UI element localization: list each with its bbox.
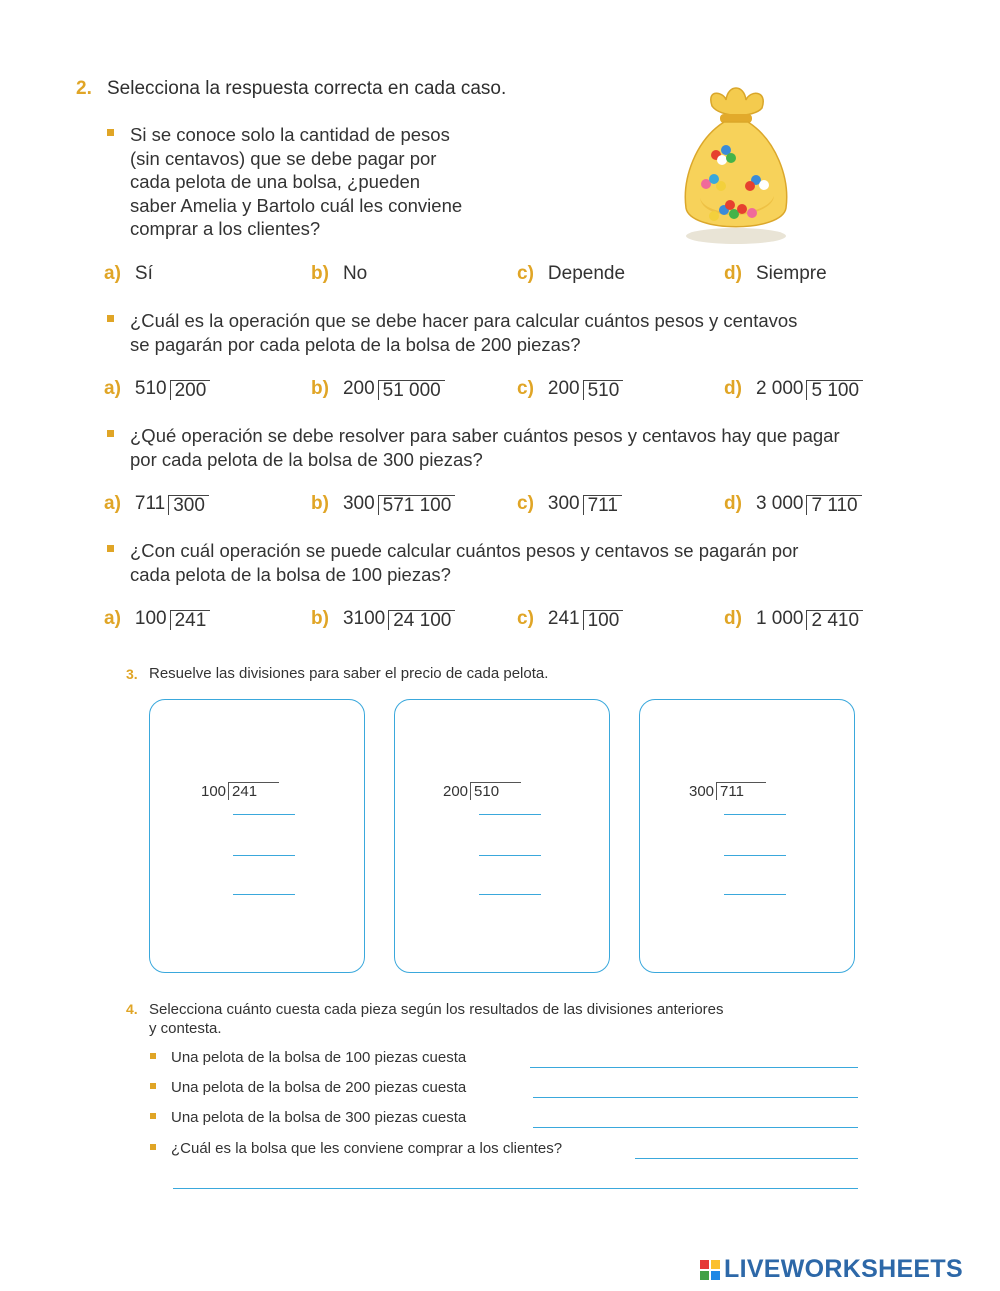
item-4-text: ¿Cuál es la bolsa que les conviene comprar a los clientes? [171, 1140, 563, 1157]
q1-option-b[interactable]: b) No [311, 263, 368, 284]
answer-line[interactable] [724, 855, 786, 856]
answer-field-100[interactable] [530, 1067, 858, 1068]
answer-field-300[interactable] [533, 1127, 858, 1128]
question-3-text: ¿Qué operación se debe resolver para saber cuántos pesos y centavos hay que pagar por cada pelota de la bolsa de 300 piezas? [130, 425, 840, 470]
answer-line[interactable] [724, 894, 786, 895]
division-box-200 [394, 699, 610, 973]
item-2-text: Una pelota de la bolsa de 200 piezas cuesta [171, 1079, 467, 1096]
q2-option-a[interactable]: a) 510 200 [104, 378, 210, 400]
logo-tiles [700, 1260, 720, 1280]
division-expression: 1 000 2 410 [756, 608, 863, 630]
answer-line[interactable] [479, 855, 541, 856]
division-expression: 200 510 [443, 782, 521, 800]
division-expression: 300 711 [548, 493, 622, 515]
answer-field-200[interactable] [533, 1097, 858, 1098]
answer-line[interactable] [724, 814, 786, 815]
section-3-title: Resuelve las divisiones para saber el precio de cada pelota. [149, 665, 549, 682]
division-expression: 2 000 5 100 [756, 378, 863, 400]
division-expression: 100 241 [201, 782, 279, 800]
q4-option-c[interactable]: c) 241 100 [517, 608, 623, 630]
question-2-bullet [107, 315, 114, 322]
answer-line[interactable] [233, 814, 295, 815]
section-2-number: 2. [76, 78, 92, 99]
answer-line[interactable] [233, 894, 295, 895]
liveworksheets-logo [700, 1255, 963, 1284]
division-expression: 100 241 [135, 608, 210, 630]
division-expression: 241 100 [548, 608, 623, 630]
section-4-title: Selecciona cuánto cuesta cada pieza según los resultados de las divisiones anteriores y contesta. [149, 1001, 724, 1037]
section-4-number: 4. [126, 1001, 138, 1017]
question-4-text: ¿Con cuál operación se puede calcular cuántos pesos y centavos se pagarán por cada pelota de la bolsa de 100 piezas? [130, 540, 799, 585]
division-expression: 711 300 [135, 493, 209, 515]
q3-option-b[interactable]: b) 300 571 100 [311, 493, 455, 515]
question-4-bullet [107, 545, 114, 552]
q3-option-c[interactable]: c) 300 711 [517, 493, 622, 515]
question-1-text: Si se conoce solo la cantidad de pesos (sin centavos) que se debe pagar por cada pelota de una bolsa, ¿pueden saber Amelia y Bartolo cuál les conviene comprar a los clientes? [130, 124, 463, 239]
item-3-text: Una pelota de la bolsa de 300 piezas cuesta [171, 1109, 467, 1126]
logo-text: LIVEWORKSHEETS [724, 1255, 963, 1283]
item-1-text: Una pelota de la bolsa de 100 piezas cuesta [171, 1049, 467, 1066]
section-2-title: Selecciona la respuesta correcta en cada caso. [107, 78, 507, 99]
answer-line[interactable] [479, 814, 541, 815]
item-1-bullet [150, 1053, 156, 1059]
q1-option-c[interactable]: c) Depende [517, 263, 626, 284]
answer-field-best-bag[interactable] [635, 1158, 858, 1159]
question-3-bullet [107, 430, 114, 437]
division-box-300 [639, 699, 855, 973]
division-box-100 [149, 699, 365, 973]
q2-option-c[interactable]: c) 200 510 [517, 378, 623, 400]
q2-option-d[interactable]: d) 2 000 5 100 [724, 378, 863, 400]
division-expression: 510 200 [135, 378, 210, 400]
division-expression: 3 000 7 110 [756, 493, 862, 515]
q3-option-a[interactable]: a) 711 300 [104, 493, 209, 515]
division-expression: 300 571 100 [343, 493, 455, 515]
q1-option-d[interactable]: d) Siempre [724, 263, 827, 284]
division-expression: 3100 24 100 [343, 608, 455, 630]
division-expression: 200 51 000 [343, 378, 445, 400]
question-2-text: ¿Cuál es la operación que se debe hacer para calcular cuántos pesos y centavos se pagarán por cada pelota de la bolsa de 200 piezas? [130, 310, 798, 355]
answer-line[interactable] [479, 894, 541, 895]
item-3-bullet [150, 1113, 156, 1119]
item-4-bullet [150, 1144, 156, 1150]
question-1-bullet [107, 129, 114, 136]
ball-bag-illustration [676, 78, 796, 248]
section-3-number: 3. [126, 666, 138, 682]
q3-option-d[interactable]: d) 3 000 7 110 [724, 493, 862, 515]
answer-field-best-bag-extra[interactable] [173, 1188, 858, 1189]
q4-option-d[interactable]: d) 1 000 2 410 [724, 608, 863, 630]
q4-option-a[interactable]: a) 100 241 [104, 608, 210, 630]
answer-line[interactable] [233, 855, 295, 856]
q2-option-b[interactable]: b) 200 51 000 [311, 378, 445, 400]
item-2-bullet [150, 1083, 156, 1089]
q4-option-b[interactable]: b) 3100 24 100 [311, 608, 455, 630]
division-expression: 200 510 [548, 378, 623, 400]
q1-option-a[interactable]: a) Sí [104, 263, 153, 284]
division-expression: 300 711 [689, 782, 766, 800]
